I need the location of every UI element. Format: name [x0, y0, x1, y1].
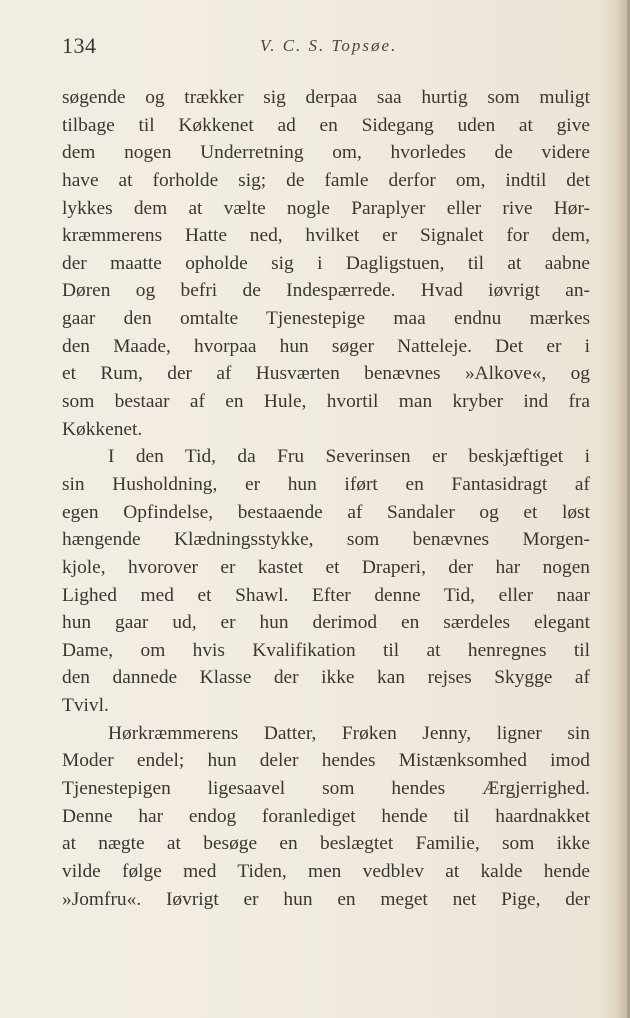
text-line: Døren og befri de Indespærrede. Hvad iøvrigt an-	[62, 280, 590, 302]
text-line: der maatte opholde sig i Dagligstuen, til at aabne	[62, 252, 590, 274]
text-line: tilbage til Køkkenet ad en Sidegang uden at give	[62, 114, 590, 136]
running-head: V. C. S. Topsøe.	[260, 36, 398, 55]
text-line: kræmmerens Hatte ned, hvilket er Signalet for dem,	[62, 225, 590, 247]
text-line: vilde følge med Tiden, men vedblev at kalde hende	[62, 860, 590, 882]
paragraph-start-line: Hørkræmmerens Datter, Frøken Jenny, ligner sin	[108, 722, 590, 744]
text-line: den Maade, hvorpaa hun søger Natteleje. Det er i	[62, 335, 590, 357]
text-line: Denne har endog foranlediget hende til haardnakket	[62, 805, 590, 827]
text-line: Tjenestepigen ligesaavel som hendes Ærgjerrighed.	[62, 778, 590, 800]
text-line: »Jomfru«. Iøvrigt er hun en meget net Pige, der	[62, 888, 590, 910]
text-line: Dame, om hvis Kvalifikation til at henregnes til	[62, 639, 590, 661]
paragraph-start-line: I den Tid, da Fru Severinsen er beskjæftiget i	[108, 446, 590, 468]
text-line: Lighed med et Shawl. Efter denne Tid, eller naar	[62, 584, 590, 606]
paragraph-end-line: Tvivl.	[62, 695, 109, 717]
text-line: lykkes dem at vælte nogle Paraplyer eller rive Hør-	[62, 197, 590, 219]
body-text	[62, 84, 590, 913]
text-line: kjole, hvorover er kastet et Draperi, der har nogen	[62, 556, 590, 578]
text-line: have at forholde sig; de famle derfor om, indtil det	[62, 169, 590, 191]
paragraph-end-line: Køkkenet.	[62, 418, 143, 440]
text-line: egen Opfindelse, bestaaende af Sandaler og et løst	[62, 501, 590, 523]
text-line: at nægte at besøge en beslægtet Familie, som ikke	[62, 833, 590, 855]
text-line: et Rum, der af Husværten benævnes »Alkove«, og	[62, 363, 590, 385]
text-line: dem nogen Underretning om, hvorledes de videre	[62, 142, 590, 164]
text-line: gaar den omtalte Tjenestepige maa endnu mærkes	[62, 308, 590, 330]
text-line: sin Husholdning, er hun iført en Fantasidragt af	[62, 473, 590, 495]
text-line: hængende Klædningsstykke, som benævnes Morgen-	[62, 529, 590, 551]
page-header	[62, 33, 592, 63]
text-line: hun gaar ud, er hun derimod en særdeles elegant	[62, 612, 590, 634]
text-line: den dannede Klasse der ikke kan rejses Skygge af	[62, 667, 590, 689]
page-number: 134	[62, 33, 97, 58]
text-line: Moder endel; hun deler hendes Mistænksomhed imod	[62, 750, 590, 772]
text-line: søgende og trækker sig derpaa saa hurtig som muligt	[62, 87, 590, 108]
text-line: som bestaar af en Hule, hvortil man kryber ind fra	[62, 391, 590, 413]
